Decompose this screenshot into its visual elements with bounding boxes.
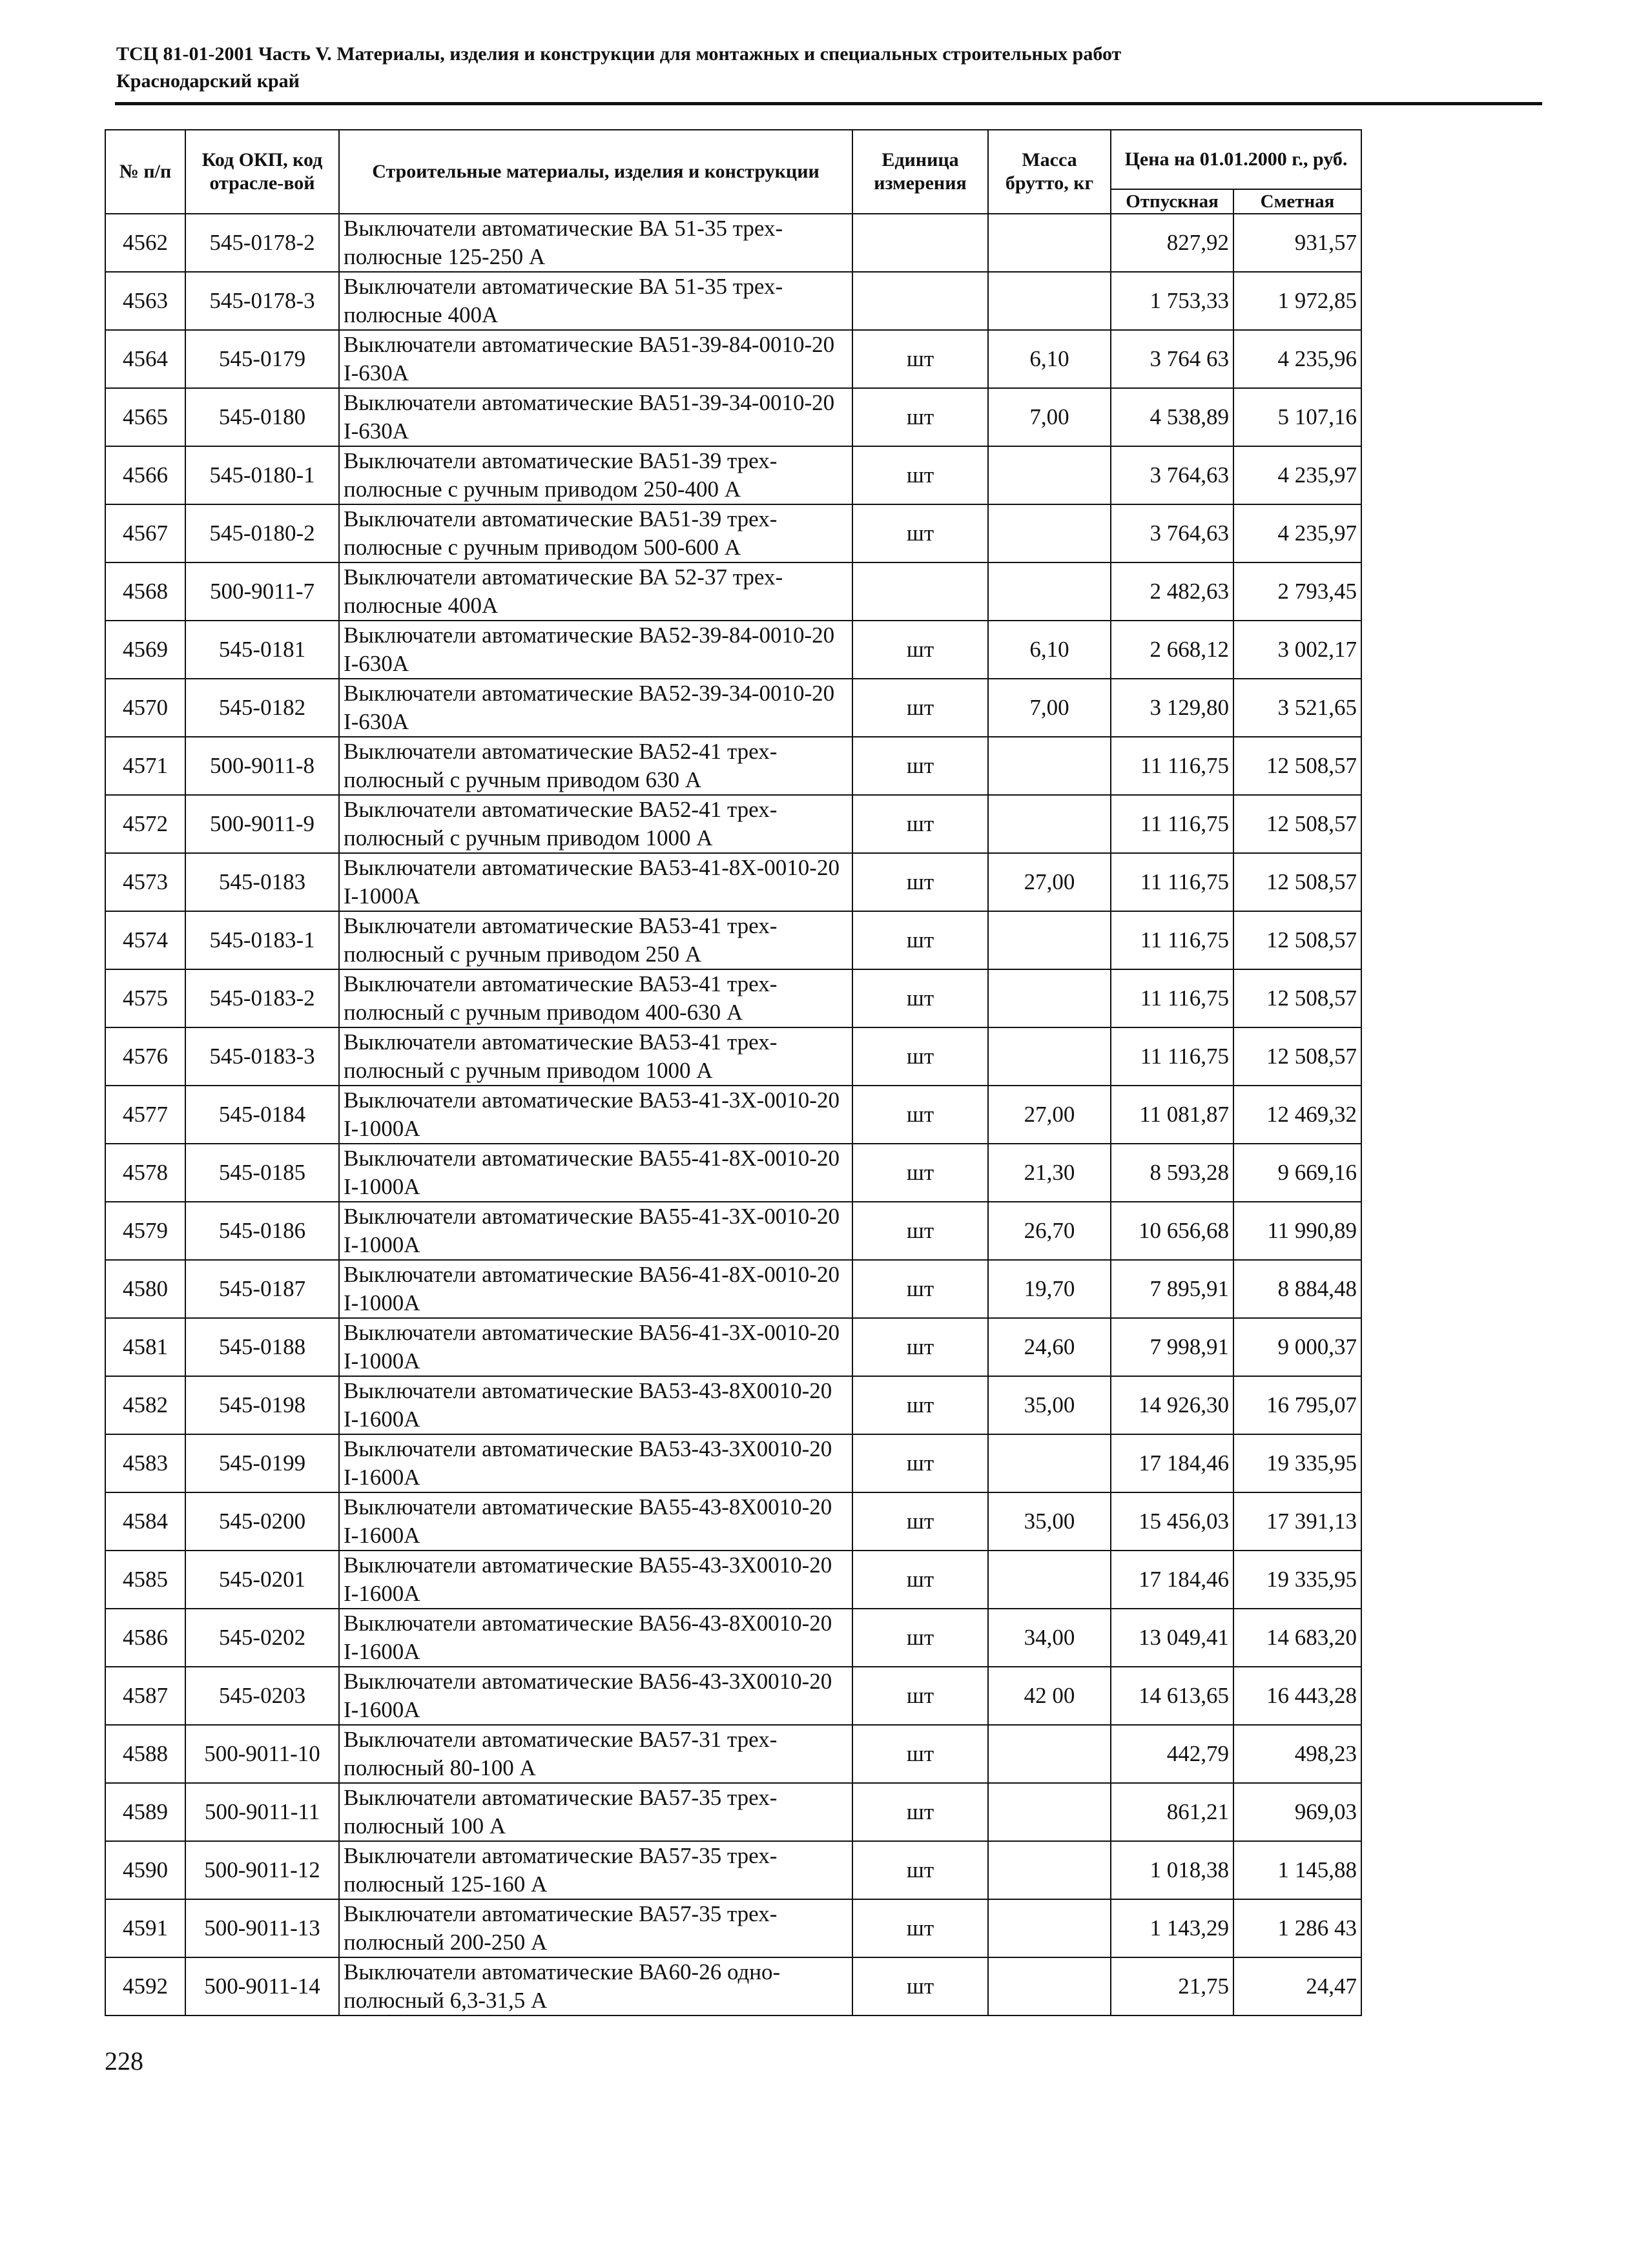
cell-price2: 9 669,16 bbox=[1233, 1144, 1361, 1202]
cell-code: 545-0199 bbox=[185, 1434, 339, 1492]
cell-mass: 7,00 bbox=[988, 679, 1111, 737]
cell-num: 4578 bbox=[105, 1144, 185, 1202]
cell-price1: 10 656,68 bbox=[1111, 1202, 1233, 1260]
cell-price1: 1 753,33 bbox=[1111, 272, 1233, 330]
cell-unit: шт bbox=[852, 1492, 988, 1551]
cell-unit: шт bbox=[852, 1260, 988, 1318]
page-number: 228 bbox=[105, 2046, 143, 2076]
cell-mass bbox=[988, 1899, 1111, 1957]
cell-unit: шт bbox=[852, 1434, 988, 1492]
cell-price2: 4 235,97 bbox=[1233, 504, 1361, 562]
cell-price1: 11 116,75 bbox=[1111, 737, 1233, 795]
cell-price2: 2 793,45 bbox=[1233, 562, 1361, 621]
cell-price1: 7 998,91 bbox=[1111, 1318, 1233, 1376]
cell-mass bbox=[988, 795, 1111, 853]
cell-price1: 15 456,03 bbox=[1111, 1492, 1233, 1551]
cell-num: 4590 bbox=[105, 1841, 185, 1899]
cell-code: 545-0183 bbox=[185, 853, 339, 911]
table-row bbox=[105, 388, 1361, 446]
cell-price2: 12 508,57 bbox=[1233, 853, 1361, 911]
col-header-mass: Масса брутто, кг bbox=[988, 130, 1111, 214]
cell-price1: 21,75 bbox=[1111, 1957, 1233, 2015]
cell-price1: 3 764,63 bbox=[1111, 504, 1233, 562]
cell-desc: Выключатели автоматические ВА53-41-8Х-0010-20 I-1000А bbox=[339, 853, 852, 911]
cell-price1: 11 116,75 bbox=[1111, 795, 1233, 853]
cell-desc: Выключатели автоматические ВА51-39 трех-полюсные с ручным приводом 500-600 А bbox=[339, 504, 852, 562]
cell-desc: Выключатели автоматические ВА56-41-3Х-0010-20 I-1000А bbox=[339, 1318, 852, 1376]
cell-price2: 16 795,07 bbox=[1233, 1376, 1361, 1434]
cell-desc: Выключатели автоматические ВА57-35 трех-полюсный 125-160 А bbox=[339, 1841, 852, 1899]
table-row bbox=[105, 1725, 1361, 1783]
table-row bbox=[105, 1492, 1361, 1551]
cell-code: 545-0203 bbox=[185, 1667, 339, 1725]
cell-price2: 969,03 bbox=[1233, 1783, 1361, 1841]
cell-mass bbox=[988, 1725, 1111, 1783]
cell-price1: 1 143,29 bbox=[1111, 1899, 1233, 1957]
cell-code: 545-0202 bbox=[185, 1609, 339, 1667]
cell-price2: 11 990,89 bbox=[1233, 1202, 1361, 1260]
cell-price2: 5 107,16 bbox=[1233, 388, 1361, 446]
cell-code: 500-9011-7 bbox=[185, 562, 339, 621]
cell-price1: 4 538,89 bbox=[1111, 388, 1233, 446]
table-row bbox=[105, 272, 1361, 330]
cell-num: 4568 bbox=[105, 562, 185, 621]
cell-mass: 6,10 bbox=[988, 330, 1111, 388]
col-header-price-estimate: Сметная bbox=[1233, 189, 1361, 214]
table-row bbox=[105, 1841, 1361, 1899]
cell-mass: 35,00 bbox=[988, 1376, 1111, 1434]
cell-mass: 34,00 bbox=[988, 1609, 1111, 1667]
cell-num: 4581 bbox=[105, 1318, 185, 1376]
cell-price2: 12 508,57 bbox=[1233, 737, 1361, 795]
cell-price1: 442,79 bbox=[1111, 1725, 1233, 1783]
cell-unit: шт bbox=[852, 1609, 988, 1667]
cell-mass bbox=[988, 446, 1111, 504]
cell-code: 545-0184 bbox=[185, 1086, 339, 1144]
cell-price2: 24,47 bbox=[1233, 1957, 1361, 2015]
cell-price1: 8 593,28 bbox=[1111, 1144, 1233, 1202]
col-header-unit: Единица измерения bbox=[852, 130, 988, 214]
col-header-num: № п/п bbox=[105, 130, 185, 214]
cell-desc: Выключатели автоматические ВА53-43-3Х0010-20 I-1600А bbox=[339, 1434, 852, 1492]
cell-unit: шт bbox=[852, 1899, 988, 1957]
cell-num: 4567 bbox=[105, 504, 185, 562]
cell-price1: 14 926,30 bbox=[1111, 1376, 1233, 1434]
cell-code: 545-0187 bbox=[185, 1260, 339, 1318]
cell-price2: 12 508,57 bbox=[1233, 911, 1361, 969]
table-row bbox=[105, 446, 1361, 504]
table-row bbox=[105, 737, 1361, 795]
table-row bbox=[105, 1667, 1361, 1725]
cell-mass: 42 00 bbox=[988, 1667, 1111, 1725]
cell-code: 545-0180-2 bbox=[185, 504, 339, 562]
cell-price1: 7 895,91 bbox=[1111, 1260, 1233, 1318]
cell-mass bbox=[988, 272, 1111, 330]
header-rule bbox=[115, 102, 1542, 105]
cell-num: 4566 bbox=[105, 446, 185, 504]
cell-desc: Выключатели автоматические ВА 51-35 трех-полюсные 125-250 А bbox=[339, 214, 852, 272]
table-row bbox=[105, 679, 1361, 737]
cell-price1: 2 482,63 bbox=[1111, 562, 1233, 621]
table-row bbox=[105, 1318, 1361, 1376]
cell-price2: 931,57 bbox=[1233, 214, 1361, 272]
cell-price2: 4 235,96 bbox=[1233, 330, 1361, 388]
cell-desc: Выключатели автоматические ВА51-39-34-0010-20 I-630А bbox=[339, 388, 852, 446]
cell-price1: 861,21 bbox=[1111, 1783, 1233, 1841]
cell-unit: шт bbox=[852, 911, 988, 969]
cell-unit: шт bbox=[852, 1086, 988, 1144]
cell-unit: шт bbox=[852, 1027, 988, 1086]
table-row bbox=[105, 1957, 1361, 2015]
cell-num: 4564 bbox=[105, 330, 185, 388]
table-row bbox=[105, 214, 1361, 272]
document-title: ТСЦ 81-01-2001 Часть V. Материалы, изделия и конструкции для монтажных и специальных строительных работ bbox=[116, 43, 1122, 65]
cell-mass bbox=[988, 1957, 1111, 2015]
cell-desc: Выключатели автоматические ВА57-35 трех-полюсный 100 А bbox=[339, 1783, 852, 1841]
cell-price2: 12 508,57 bbox=[1233, 969, 1361, 1027]
cell-unit: шт bbox=[852, 446, 988, 504]
cell-desc: Выключатели автоматические ВА55-43-8Х0010-20 I-1600А bbox=[339, 1492, 852, 1551]
cell-mass: 26,70 bbox=[988, 1202, 1111, 1260]
cell-code: 545-0181 bbox=[185, 621, 339, 679]
cell-mass bbox=[988, 562, 1111, 621]
cell-unit: шт bbox=[852, 621, 988, 679]
cell-price1: 11 081,87 bbox=[1111, 1086, 1233, 1144]
cell-code: 500-9011-10 bbox=[185, 1725, 339, 1783]
cell-unit: шт bbox=[852, 1725, 988, 1783]
cell-unit: шт bbox=[852, 1144, 988, 1202]
cell-code: 545-0183-2 bbox=[185, 969, 339, 1027]
cell-desc: Выключатели автоматические ВА56-43-8Х0010-20 I-1600А bbox=[339, 1609, 852, 1667]
cell-price2: 3 002,17 bbox=[1233, 621, 1361, 679]
cell-code: 500-9011-14 bbox=[185, 1957, 339, 2015]
cell-mass bbox=[988, 969, 1111, 1027]
cell-num: 4592 bbox=[105, 1957, 185, 2015]
cell-mass bbox=[988, 1783, 1111, 1841]
cell-mass bbox=[988, 1434, 1111, 1492]
cell-num: 4577 bbox=[105, 1086, 185, 1144]
cell-code: 545-0201 bbox=[185, 1551, 339, 1609]
cell-unit: шт bbox=[852, 737, 988, 795]
cell-price1: 14 613,65 bbox=[1111, 1667, 1233, 1725]
cell-desc: Выключатели автоматические ВА53-41 трех-полюсный с ручным приводом 1000 А bbox=[339, 1027, 852, 1086]
cell-unit: шт bbox=[852, 1957, 988, 2015]
cell-code: 545-0185 bbox=[185, 1144, 339, 1202]
cell-mass: 27,00 bbox=[988, 853, 1111, 911]
table-row bbox=[105, 911, 1361, 969]
cell-price2: 1 286 43 bbox=[1233, 1899, 1361, 1957]
cell-code: 545-0183-3 bbox=[185, 1027, 339, 1086]
cell-unit: шт bbox=[852, 853, 988, 911]
table-row bbox=[105, 795, 1361, 853]
cell-price1: 17 184,46 bbox=[1111, 1434, 1233, 1492]
cell-desc: Выключатели автоматические ВА53-41 трех-полюсный с ручным приводом 250 А bbox=[339, 911, 852, 969]
cell-num: 4583 bbox=[105, 1434, 185, 1492]
table-row bbox=[105, 1609, 1361, 1667]
cell-unit: шт bbox=[852, 1841, 988, 1899]
region-name: Краснодарский край bbox=[116, 70, 300, 92]
cell-unit: шт bbox=[852, 1318, 988, 1376]
cell-num: 4574 bbox=[105, 911, 185, 969]
cell-mass bbox=[988, 214, 1111, 272]
cell-num: 4575 bbox=[105, 969, 185, 1027]
cell-mass bbox=[988, 1027, 1111, 1086]
table-row bbox=[105, 504, 1361, 562]
cell-desc: Выключатели автоматические ВА 51-35 трех-полюсные 400А bbox=[339, 272, 852, 330]
cell-price2: 12 508,57 bbox=[1233, 795, 1361, 853]
cell-price2: 19 335,95 bbox=[1233, 1434, 1361, 1492]
cell-code: 545-0180-1 bbox=[185, 446, 339, 504]
table-row bbox=[105, 1551, 1361, 1609]
price-table bbox=[105, 129, 1362, 2016]
cell-price2: 9 000,37 bbox=[1233, 1318, 1361, 1376]
table-body bbox=[105, 214, 1361, 2015]
cell-mass: 6,10 bbox=[988, 621, 1111, 679]
cell-unit bbox=[852, 214, 988, 272]
cell-code: 500-9011-13 bbox=[185, 1899, 339, 1957]
cell-desc: Выключатели автоматические ВА57-35 трех-полюсный 200-250 А bbox=[339, 1899, 852, 1957]
cell-unit: шт bbox=[852, 388, 988, 446]
cell-desc: Выключатели автоматические ВА60-26 одно-полюсный 6,3-31,5 А bbox=[339, 1957, 852, 2015]
cell-code: 545-0186 bbox=[185, 1202, 339, 1260]
cell-price1: 11 116,75 bbox=[1111, 853, 1233, 911]
cell-desc: Выключатели автоматические ВА 52-37 трех-полюсные 400А bbox=[339, 562, 852, 621]
cell-price1: 11 116,75 bbox=[1111, 1027, 1233, 1086]
cell-price2: 1 972,85 bbox=[1233, 272, 1361, 330]
cell-unit: шт bbox=[852, 1783, 988, 1841]
cell-num: 4587 bbox=[105, 1667, 185, 1725]
table-row bbox=[105, 1027, 1361, 1086]
cell-num: 4582 bbox=[105, 1376, 185, 1434]
table-row bbox=[105, 1260, 1361, 1318]
cell-desc: Выключатели автоматические ВА55-41-8Х-0010-20 I-1000А bbox=[339, 1144, 852, 1202]
table-row bbox=[105, 969, 1361, 1027]
cell-mass: 21,30 bbox=[988, 1144, 1111, 1202]
table-row bbox=[105, 853, 1361, 911]
cell-mass bbox=[988, 911, 1111, 969]
cell-code: 500-9011-11 bbox=[185, 1783, 339, 1841]
cell-code: 545-0182 bbox=[185, 679, 339, 737]
cell-mass bbox=[988, 737, 1111, 795]
col-header-desc: Строительные материалы, изделия и конструкции bbox=[339, 130, 852, 214]
cell-desc: Выключатели автоматические ВА53-41-3Х-0010-20 I-1000А bbox=[339, 1086, 852, 1144]
cell-mass: 19,70 bbox=[988, 1260, 1111, 1318]
table-row bbox=[105, 1434, 1361, 1492]
cell-num: 4586 bbox=[105, 1609, 185, 1667]
cell-desc: Выключатели автоматические ВА51-39-84-0010-20 I-630А bbox=[339, 330, 852, 388]
cell-num: 4589 bbox=[105, 1783, 185, 1841]
cell-mass bbox=[988, 1551, 1111, 1609]
cell-num: 4565 bbox=[105, 388, 185, 446]
cell-price2: 498,23 bbox=[1233, 1725, 1361, 1783]
cell-code: 545-0188 bbox=[185, 1318, 339, 1376]
cell-num: 4563 bbox=[105, 272, 185, 330]
cell-desc: Выключатели автоматические ВА53-43-8Х0010-20 I-1600А bbox=[339, 1376, 852, 1434]
cell-mass: 35,00 bbox=[988, 1492, 1111, 1551]
cell-desc: Выключатели автоматические ВА51-39 трех-полюсные с ручным приводом 250-400 А bbox=[339, 446, 852, 504]
cell-price2: 12 508,57 bbox=[1233, 1027, 1361, 1086]
cell-desc: Выключатели автоматические ВА52-41 трех-полюсный с ручным приводом 1000 А bbox=[339, 795, 852, 853]
cell-price1: 827,92 bbox=[1111, 214, 1233, 272]
cell-num: 4562 bbox=[105, 214, 185, 272]
cell-num: 4591 bbox=[105, 1899, 185, 1957]
cell-code: 545-0178-2 bbox=[185, 214, 339, 272]
cell-num: 4569 bbox=[105, 621, 185, 679]
cell-num: 4571 bbox=[105, 737, 185, 795]
cell-mass bbox=[988, 504, 1111, 562]
cell-unit: шт bbox=[852, 795, 988, 853]
cell-unit bbox=[852, 562, 988, 621]
table-row bbox=[105, 330, 1361, 388]
cell-mass: 7,00 bbox=[988, 388, 1111, 446]
table-row bbox=[105, 1899, 1361, 1957]
page-header bbox=[116, 40, 1550, 94]
cell-desc: Выключатели автоматические ВА52-39-34-0010-20 I-630А bbox=[339, 679, 852, 737]
cell-num: 4580 bbox=[105, 1260, 185, 1318]
cell-unit: шт bbox=[852, 1202, 988, 1260]
cell-unit: шт bbox=[852, 969, 988, 1027]
cell-unit: шт bbox=[852, 1551, 988, 1609]
cell-desc: Выключатели автоматические ВА56-41-8Х-0010-20 I-1000А bbox=[339, 1260, 852, 1318]
col-header-code: Код ОКП, код отрасле-вой bbox=[185, 130, 339, 214]
cell-desc: Выключатели автоматические ВА53-41 трех-полюсный с ручным приводом 400-630 А bbox=[339, 969, 852, 1027]
cell-price2: 14 683,20 bbox=[1233, 1609, 1361, 1667]
cell-unit: шт bbox=[852, 1376, 988, 1434]
cell-code: 545-0198 bbox=[185, 1376, 339, 1434]
cell-num: 4573 bbox=[105, 853, 185, 911]
cell-code: 500-9011-8 bbox=[185, 737, 339, 795]
cell-unit: шт bbox=[852, 1667, 988, 1725]
cell-price2: 8 884,48 bbox=[1233, 1260, 1361, 1318]
cell-num: 4572 bbox=[105, 795, 185, 853]
cell-code: 545-0178-3 bbox=[185, 272, 339, 330]
table-row bbox=[105, 621, 1361, 679]
cell-desc: Выключатели автоматические ВА55-41-3Х-0010-20 I-1000А bbox=[339, 1202, 852, 1260]
cell-num: 4585 bbox=[105, 1551, 185, 1609]
cell-price2: 12 469,32 bbox=[1233, 1086, 1361, 1144]
cell-desc: Выключатели автоматические ВА55-43-3Х0010-20 I-1600А bbox=[339, 1551, 852, 1609]
cell-price2: 4 235,97 bbox=[1233, 446, 1361, 504]
cell-price1: 11 116,75 bbox=[1111, 911, 1233, 969]
cell-mass bbox=[988, 1841, 1111, 1899]
cell-unit bbox=[852, 272, 988, 330]
cell-price2: 19 335,95 bbox=[1233, 1551, 1361, 1609]
cell-code: 545-0179 bbox=[185, 330, 339, 388]
cell-unit: шт bbox=[852, 504, 988, 562]
cell-num: 4584 bbox=[105, 1492, 185, 1551]
cell-code: 500-9011-9 bbox=[185, 795, 339, 853]
cell-mass: 27,00 bbox=[988, 1086, 1111, 1144]
cell-desc: Выключатели автоматические ВА56-43-3Х0010-20 I-1600А bbox=[339, 1667, 852, 1725]
cell-price2: 1 145,88 bbox=[1233, 1841, 1361, 1899]
cell-price1: 13 049,41 bbox=[1111, 1609, 1233, 1667]
cell-desc: Выключатели автоматические ВА57-31 трех-полюсный 80-100 А bbox=[339, 1725, 852, 1783]
col-header-price: Цена на 01.01.2000 г., руб. bbox=[1111, 130, 1361, 189]
col-header-price-release: Отпускная bbox=[1111, 189, 1233, 214]
cell-num: 4579 bbox=[105, 1202, 185, 1260]
cell-price1: 1 018,38 bbox=[1111, 1841, 1233, 1899]
cell-code: 500-9011-12 bbox=[185, 1841, 339, 1899]
cell-price1: 3 764 63 bbox=[1111, 330, 1233, 388]
cell-num: 4570 bbox=[105, 679, 185, 737]
cell-price1: 17 184,46 bbox=[1111, 1551, 1233, 1609]
table-row bbox=[105, 1086, 1361, 1144]
cell-mass: 24,60 bbox=[988, 1318, 1111, 1376]
table-row bbox=[105, 1783, 1361, 1841]
cell-code: 545-0183-1 bbox=[185, 911, 339, 969]
table-row bbox=[105, 1144, 1361, 1202]
cell-desc: Выключатели автоматические ВА52-41 трех-полюсный с ручным приводом 630 А bbox=[339, 737, 852, 795]
cell-code: 545-0180 bbox=[185, 388, 339, 446]
cell-price2: 3 521,65 bbox=[1233, 679, 1361, 737]
cell-price1: 2 668,12 bbox=[1111, 621, 1233, 679]
cell-unit: шт bbox=[852, 679, 988, 737]
cell-num: 4576 bbox=[105, 1027, 185, 1086]
table-row bbox=[105, 1202, 1361, 1260]
table-row bbox=[105, 1376, 1361, 1434]
cell-price1: 3 764,63 bbox=[1111, 446, 1233, 504]
cell-unit: шт bbox=[852, 330, 988, 388]
cell-num: 4588 bbox=[105, 1725, 185, 1783]
cell-price1: 11 116,75 bbox=[1111, 969, 1233, 1027]
cell-price2: 16 443,28 bbox=[1233, 1667, 1361, 1725]
cell-desc: Выключатели автоматические ВА52-39-84-0010-20 I-630А bbox=[339, 621, 852, 679]
table-row bbox=[105, 562, 1361, 621]
cell-price2: 17 391,13 bbox=[1233, 1492, 1361, 1551]
cell-price1: 3 129,80 bbox=[1111, 679, 1233, 737]
cell-code: 545-0200 bbox=[185, 1492, 339, 1551]
